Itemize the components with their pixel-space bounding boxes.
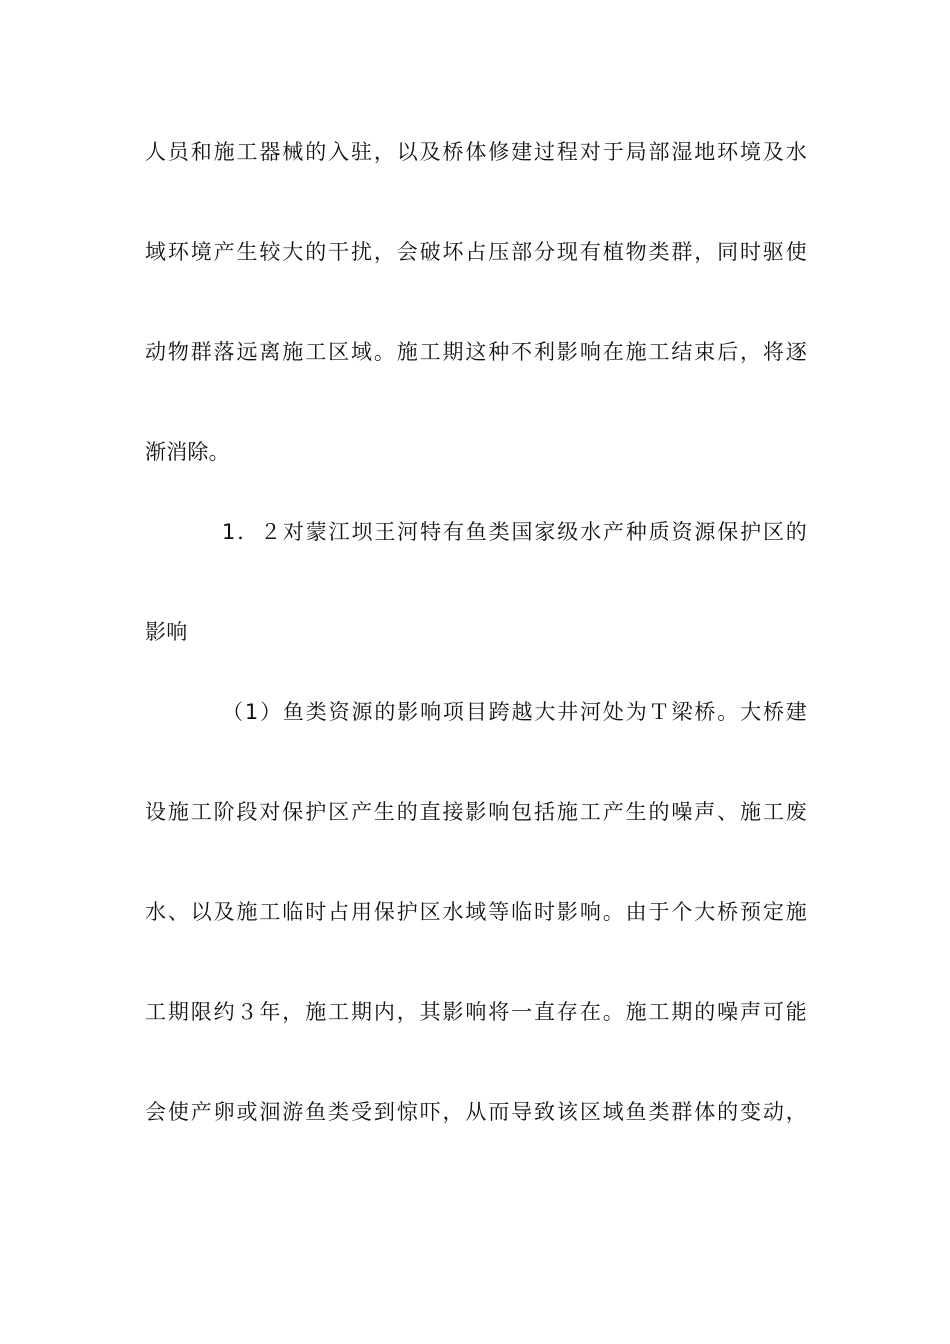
- section-heading-line-1: 1．２对蒙江坝王河特有鱼类国家级水产种质资源保护区的: [222, 520, 807, 544]
- paragraph-line-7: 水、以及施工临时占用保护区水域等临时影响。由于个大桥预定施: [145, 900, 807, 924]
- paragraph-line-8: 工期限约３年，施工期内，其影响将一直存在。施工期的噪声可能: [145, 1000, 807, 1024]
- paragraph-line-2: 域环境产生较大的干扰，会破坏占压部分现有植物类群，同时驱使: [145, 240, 807, 264]
- paragraph-line-9: 会使产卵或洄游鱼类受到惊吓，从而导致该区域鱼类群体的变动，: [145, 1100, 807, 1124]
- paragraph-line-6: 设施工阶段对保护区产生的直接影响包括施工产生的噪声、施工废: [145, 800, 807, 824]
- paragraph-line-3: 动物群落远离施工区域。施工期这种不利影响在施工结束后，将逐: [145, 340, 807, 364]
- paragraph-line-4: 渐消除。: [145, 440, 230, 464]
- paragraph-line-5: （1）鱼类资源的影响项目跨越大井河处为Ｔ梁桥。大桥建: [222, 700, 807, 724]
- paragraph-line-1: 人员和施工器械的入驻，以及桥体修建过程对于局部湿地环境及水: [145, 140, 807, 164]
- section-heading-line-2: 影响: [145, 620, 188, 644]
